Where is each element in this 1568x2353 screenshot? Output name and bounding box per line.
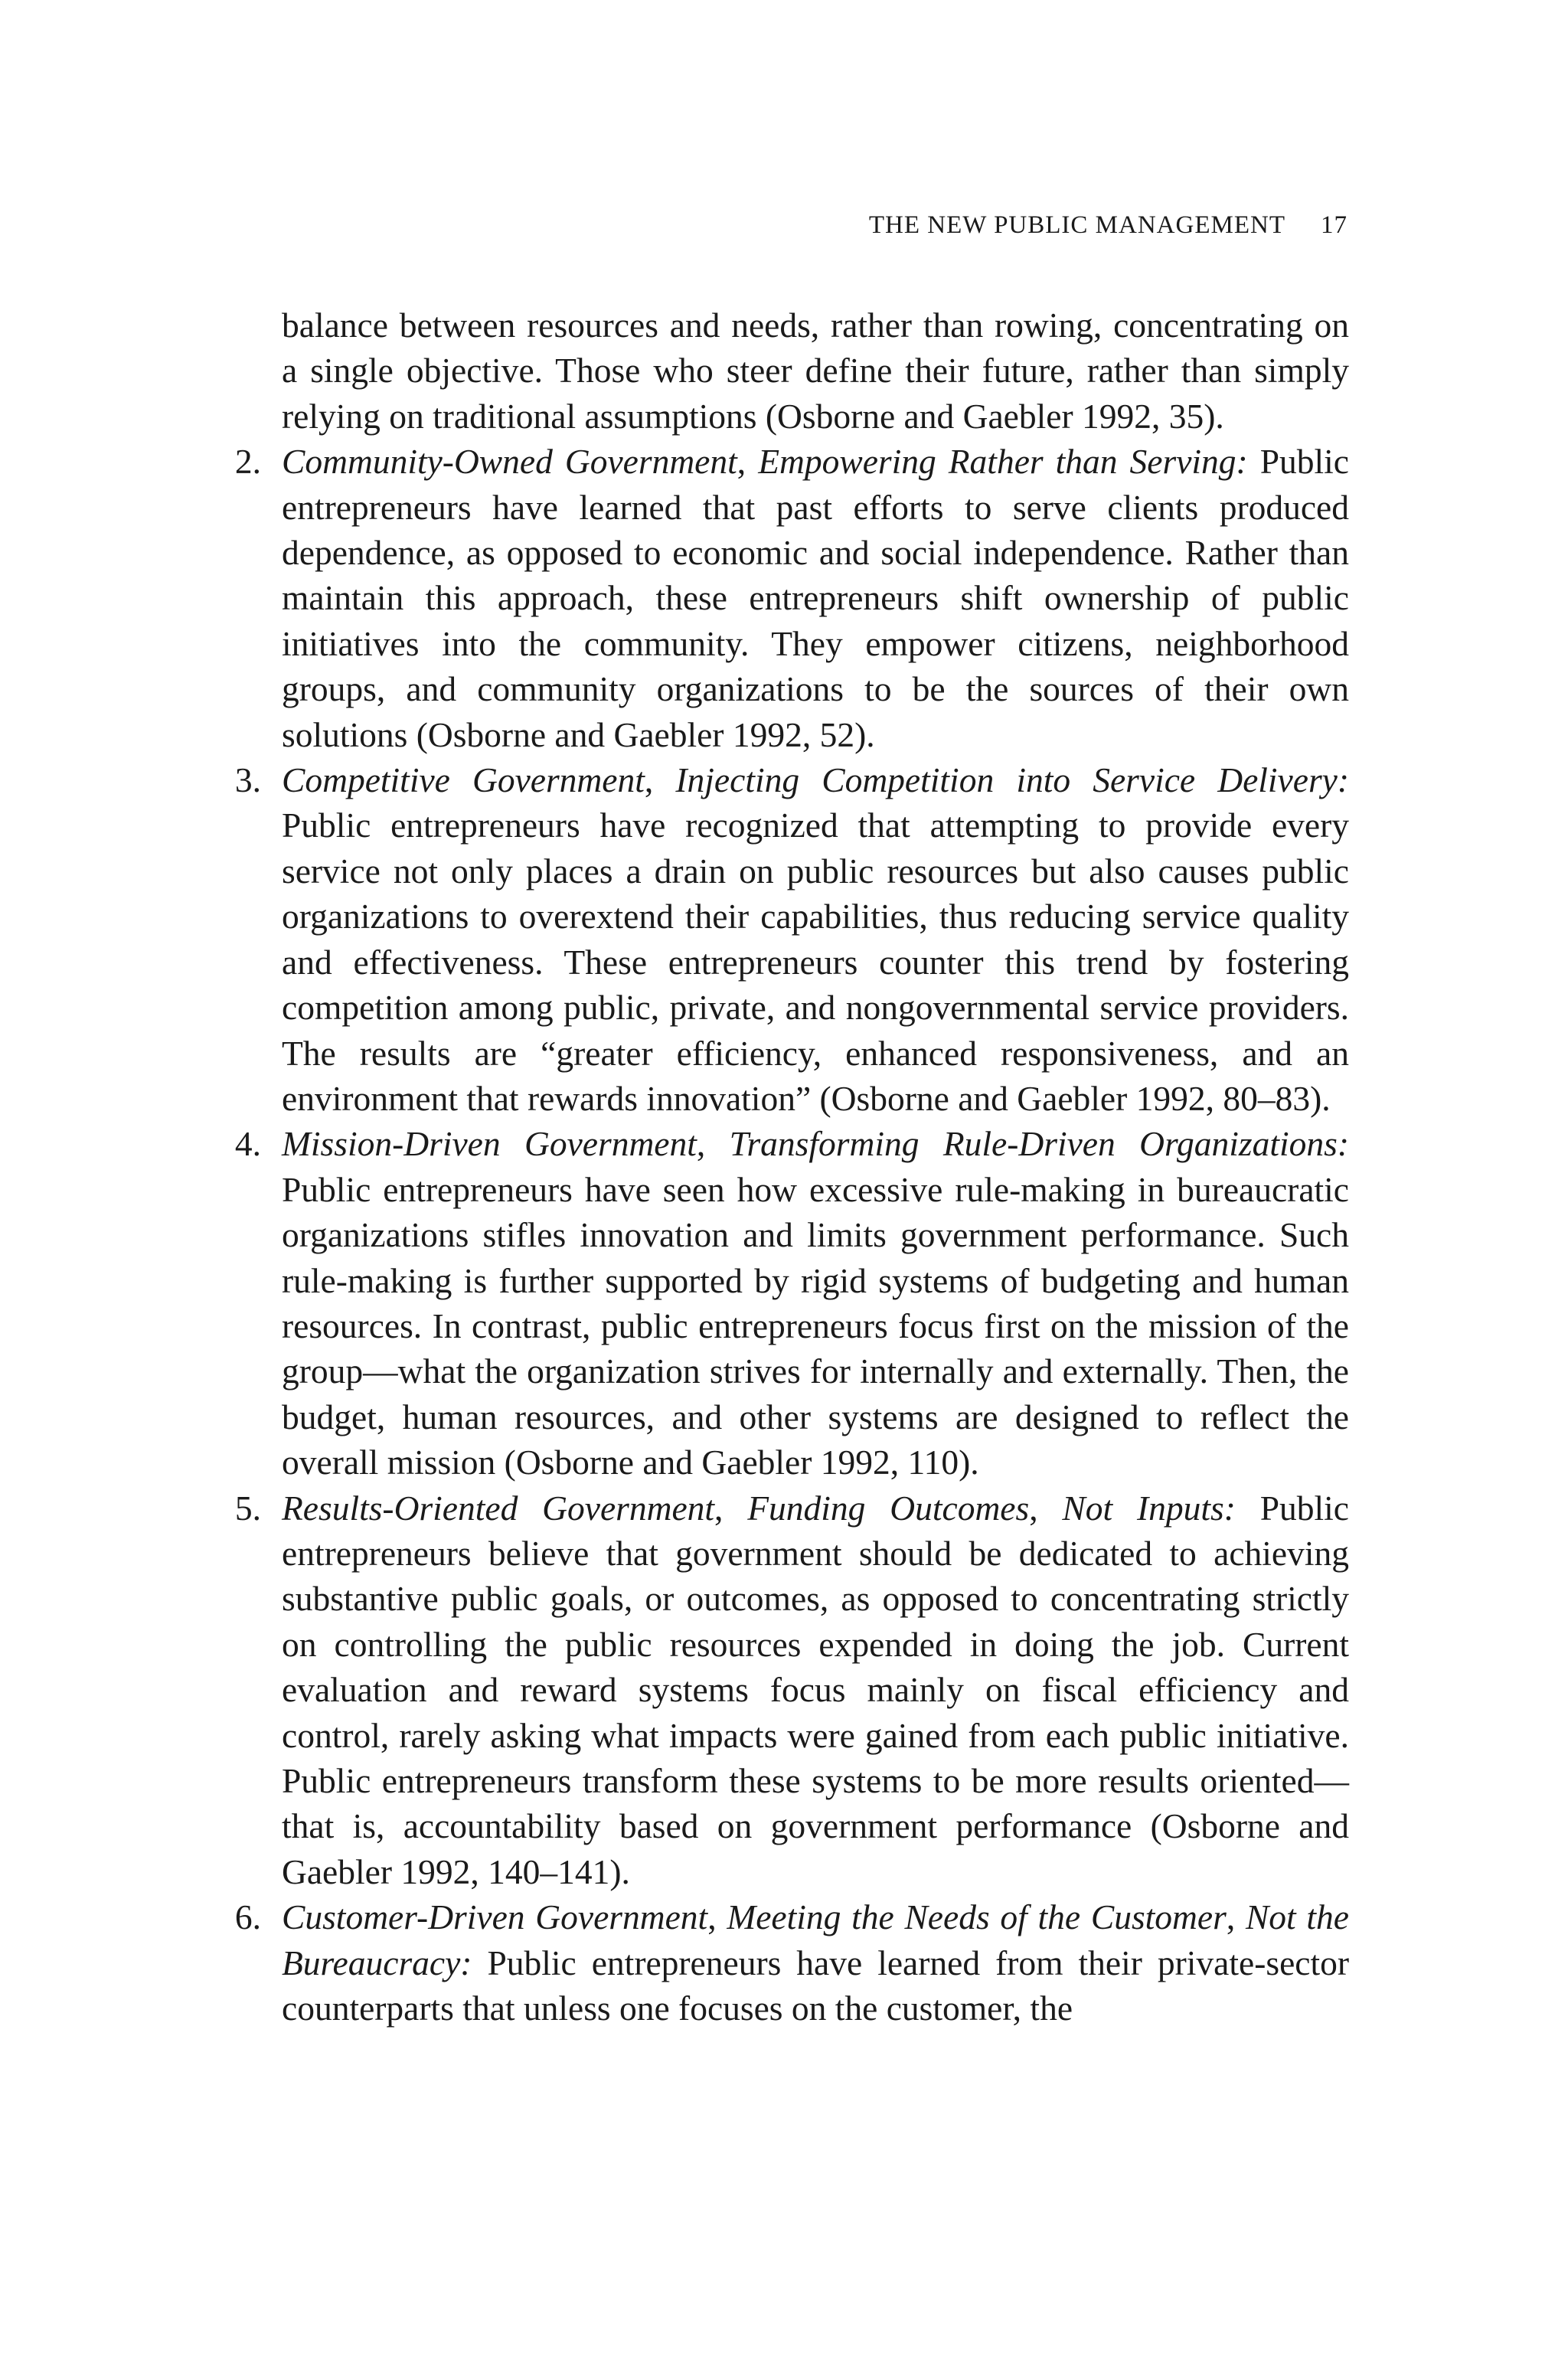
item-subheading: Meeting the Needs of the Customer bbox=[727, 1897, 1227, 1937]
item-text: Public entrepreneurs have seen how excessive rule-making in bureaucratic organizations stifles innovation and limits government performance. Such rule-making is further supported by rigid systems of budgeting and human resources. In contrast, public entrepreneurs focus first on the mission of the group—what the organization strives for internally and externally. Then, the budget, human resources, and other systems are designed to reflect the overall mission (Osborne and Gaebler 1992, 110). bbox=[282, 1169, 1349, 1482]
list-item-continuation bbox=[282, 302, 1349, 439]
item-text: Public entrepreneurs have recognized that attempting to provide every service not only places a drain on public resources but also causes public organizations to overextend their capabilities, thus reducing service quality and effectiveness. These entrepreneurs counter this trend by fostering competition among public, private, and nongovernmental service providers. The results are “greater efficiency, enhanced responsiveness, and an environment that rewards innovation” (Osborne and Gaebler 1992, 80–83). bbox=[282, 806, 1349, 1118]
item-number: 2. bbox=[234, 442, 261, 482]
list-item: 6. Customer-Driven Government, Meeting the Needs of the Customer, Not the Bureaucracy: Public entrepreneurs have learned from their private-sector counterparts that unless one focuses on the customer, the bbox=[282, 1894, 1349, 2031]
numbered-list bbox=[234, 439, 1350, 2031]
item-heading: Competitive Government bbox=[282, 760, 645, 800]
item-number: 4. bbox=[234, 1124, 261, 1164]
item-number: 6. bbox=[234, 1897, 261, 1937]
list-item: 4. Mission-Driven Government, Transforming Rule-Driven Organizations: Public entrepreneurs have seen how excessive rule-making in bureaucratic organizations stifles innovation and limits government performance. Such rule-making is further supported by rigid systems of budgeting and human resources. In contrast, public entrepreneurs focus first on the mission of the group—what the organization strives for internally and externally. Then, the budget, human resources, and other systems are designed to reflect the overall mission (Osborne and Gaebler 1992, 110). bbox=[282, 1121, 1349, 1485]
item-subheading: Transforming Rule-Driven Organizations: bbox=[729, 1124, 1349, 1164]
item-subheading: Injecting Competition into Service Delivery: bbox=[675, 760, 1350, 800]
list-item: 5. Results-Oriented Government, Funding Outcomes, Not Inputs: Public entrepreneurs believe that government should be dedicated to achieving substantive public goals, or outcomes, as opposed to concentrating strictly on controlling the public resources expended in doing the job. Current evaluation and reward systems focus mainly on fiscal efficiency and control, rarely asking what impacts were gained from each public initiative. Public entrepreneurs transform these systems to be more results oriented—that is, accountability based on government performance (Osborne and Gaebler 1992, 140–141). bbox=[282, 1485, 1349, 1895]
item-heading: Mission-Driven Government bbox=[282, 1124, 697, 1164]
item-text: Public entrepreneurs have learned that past efforts to serve clients produced dependence, as opposed to economic and social independence. Rather than maintain this approach, these entrepreneurs shift ownership of public initiatives into the community. They empower citizens, neighborhood groups, and community organizations to be the sources of their own solutions (Osborne and Gaebler 1992, 52). bbox=[282, 442, 1349, 754]
running-title: THE NEW PUBLIC MANAGEMENT bbox=[868, 211, 1285, 239]
continuation-text: balance between resources and needs, rather than rowing, concentrating on a single objective. Those who steer define their future, rather than simply relying on traditional assumptions (Osborne and Gaebler 1992, 35). bbox=[282, 306, 1349, 436]
list-item: 2. Community-Owned Government, Empowering Rather than Serving: Public entrepreneurs have learned that past efforts to serve clients produced dependence, as opposed to economic and social independence. Rather than maintain this approach, these entrepreneurs shift ownership of public initiatives into the community. They empower citizens, neighborhood groups, and community organizations to be the sources of their own solutions (Osborne and Gaebler 1992, 52). bbox=[282, 439, 1349, 757]
item-number: 3. bbox=[234, 760, 261, 800]
running-head bbox=[789, 211, 1348, 240]
list-item: 3. Competitive Government, Injecting Competition into Service Delivery: Public entrepreneurs have recognized that attempting to provide every service not only places a drain on public resources but also causes public organizations to overextend their capabilities, thus reducing service quality and effectiveness. These entrepreneurs counter this trend by fostering competition among public, private, and nongovernmental service providers. The results are “greater efficiency, enhanced responsiveness, and an environment that rewards innovation” (Osborne and Gaebler 1992, 80–83). bbox=[282, 757, 1349, 1121]
item-number: 5. bbox=[234, 1488, 261, 1528]
item-heading: Customer-Driven Government bbox=[282, 1897, 708, 1937]
body-text bbox=[234, 302, 1350, 2031]
item-subheading-2: Not Inputs: bbox=[1062, 1488, 1236, 1528]
page-number: 17 bbox=[1321, 211, 1348, 239]
item-heading: Results-Oriented Government bbox=[282, 1488, 715, 1528]
item-subheading: Funding Outcomes bbox=[747, 1488, 1030, 1528]
item-text: Public entrepreneurs have learned from their private-sector counterparts that unless one focuses on the customer, the bbox=[282, 1943, 1349, 2028]
item-text: Public entrepreneurs believe that government should be dedicated to achieving substantive public goals, or outcomes, as opposed to concentrating strictly on controlling the public resources expended in doing the job. Current evaluation and reward systems focus mainly on fiscal efficiency and control, rarely asking what impacts were gained from each public initiative. Public entrepreneurs transform these systems to be more results oriented—that is, accountability based on government performance (Osborne and Gaebler 1992, 140–141). bbox=[282, 1488, 1349, 1891]
item-subheading-2: Not the Bureaucracy: bbox=[282, 1897, 1350, 1982]
item-heading: Community-Owned Government bbox=[282, 442, 737, 482]
item-subheading: Empowering Rather than Serving: bbox=[758, 442, 1248, 482]
